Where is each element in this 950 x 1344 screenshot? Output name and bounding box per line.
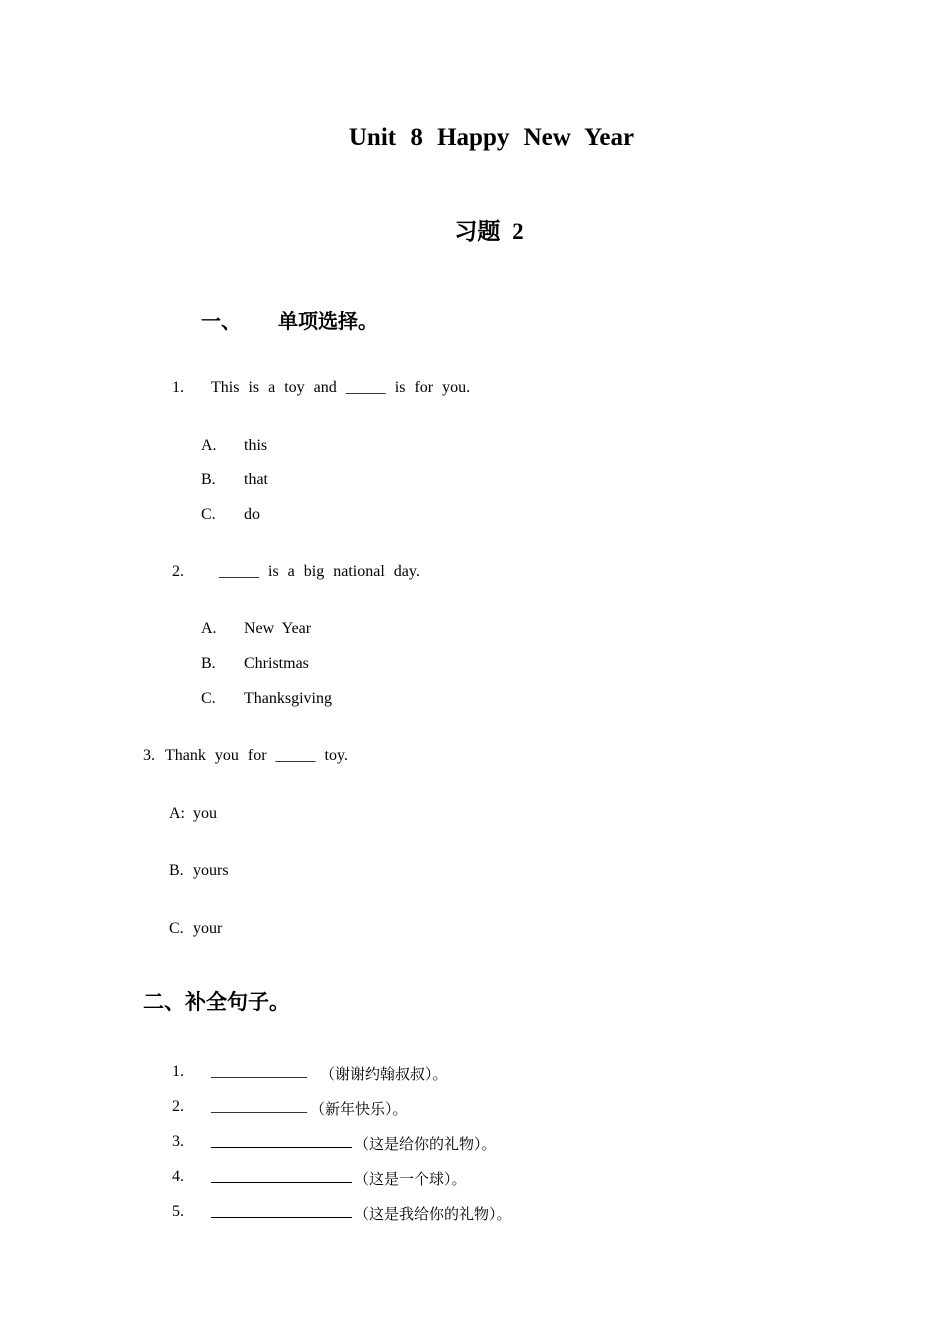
option-text: yours [193, 862, 229, 879]
question-text: Thank you for _____ toy. [165, 747, 348, 764]
fill-blank: ____________ [211, 1063, 307, 1080]
fill-blank-line [211, 1203, 352, 1223]
option-letter: B. [169, 862, 184, 879]
fill-number: 1. [172, 1063, 184, 1080]
fill-hint: （这是我给你的礼物）。 [354, 1205, 512, 1223]
page-title: Unit 8 Happy New Year [348, 124, 635, 151]
fill-number: 2. [172, 1098, 184, 1115]
section1-number: 一、 [201, 309, 241, 333]
section2-heading: 二、补全句子。 [143, 990, 290, 1014]
fill-blank-line [211, 1168, 352, 1188]
question-number: 3. [143, 747, 155, 764]
option-letter: C. [169, 920, 184, 937]
option-text: New Year [244, 620, 312, 637]
option-letter: A. [201, 620, 217, 637]
option-text: your [193, 920, 223, 937]
option-letter: C. [201, 690, 216, 707]
section1-heading: 单项选择。 [278, 309, 378, 333]
question-number: 1. [172, 379, 184, 396]
question-number: 2. [172, 563, 184, 580]
option-letter: A. [201, 437, 217, 454]
question-text: This is a toy and _____ is for you. [211, 379, 471, 396]
option-text: you [193, 805, 217, 822]
fill-hint: （这是一个球）。 [354, 1170, 467, 1188]
page-subtitle: 习题 2 [454, 219, 524, 244]
fill-hint: （谢谢约翰叔叔）。 [320, 1065, 448, 1083]
question-text: _____ is a big national day. [219, 563, 420, 580]
fill-number: 5. [172, 1203, 184, 1220]
fill-blank: ____________ [211, 1098, 307, 1115]
option-text: this [244, 437, 268, 454]
option-letter: B. [201, 471, 216, 488]
option-letter: B. [201, 655, 216, 672]
option-text: that [244, 471, 268, 488]
option-letter: C. [201, 506, 216, 523]
option-text: Thanksgiving [244, 690, 332, 707]
fill-number: 3. [172, 1133, 184, 1150]
option-letter: A: [169, 805, 185, 822]
option-text: do [244, 506, 260, 523]
fill-hint: （新年快乐）。 [310, 1100, 408, 1118]
option-text: Christmas [244, 655, 309, 672]
fill-blank-line [211, 1133, 352, 1153]
fill-number: 4. [172, 1168, 184, 1185]
fill-hint: （这是给你的礼物）。 [354, 1135, 497, 1153]
